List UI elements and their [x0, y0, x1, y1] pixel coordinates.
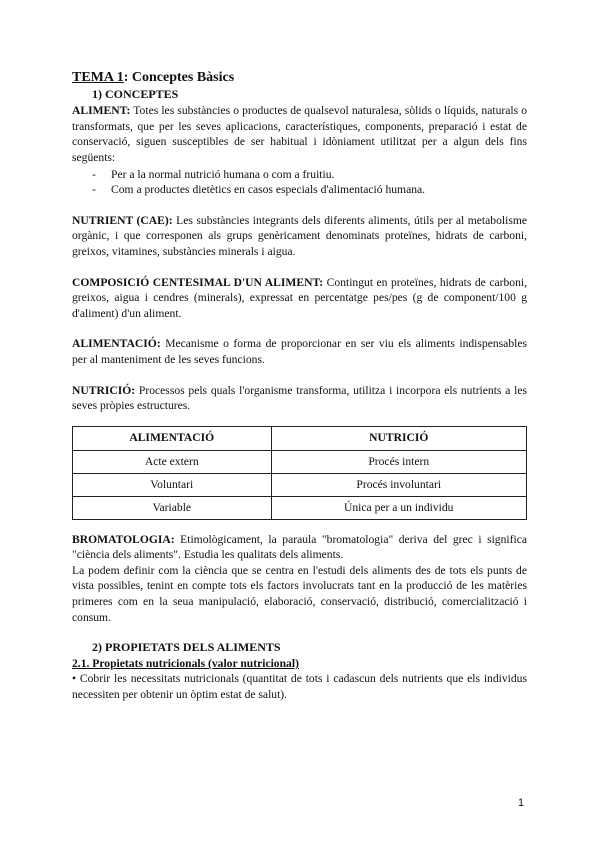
table-cell: Procés involuntari: [271, 473, 527, 496]
paragraph-bromatologia-definition: La podem definir com la ciència que se centra en l'estudi dels aliments des de tots els punts de vista possibles, tenint en compte tots els factors involucrats tant en la producció de les matèries primeres com en la seua manipulació, elaboració, conservació, distribució, comercialització i consum.: [72, 563, 527, 624]
section-heading-propietats: 2) PROPIETATS DELS ALIMENTS: [92, 640, 281, 655]
title-prefix: TEMA 1: [72, 70, 124, 85]
table-cell: Única per a un individu: [271, 496, 527, 519]
table-header-cell: NUTRICIÓ: [271, 426, 527, 450]
page-number: 1: [518, 797, 525, 809]
paragraph-aliment: [72, 103, 527, 165]
table-cell: Voluntari: [73, 473, 272, 496]
table-row: [73, 496, 527, 519]
term-bromatologia: BROMATOLOGIA:: [72, 532, 175, 546]
table-cell: Variable: [73, 496, 272, 519]
aliment-list: [72, 167, 527, 198]
page-title: [72, 70, 527, 86]
term-aliment: ALIMENT:: [72, 104, 131, 118]
definition-composicio: Contingut en proteïnes, hidrats de carboni, greixos, aigua i cendres (minerals), expressat en percentatge pes/pes (g de component/100 g d'aliment) d'un aliment.: [72, 275, 527, 320]
definition-alimentacio: Mecanisme o forma de proporcionar en ser viu els aliments indispensables per al manteniment de les seves funcions.: [72, 337, 527, 366]
term-alimentacio: ALIMENTACIÓ:: [72, 337, 161, 351]
paragraph-bromatologia: [72, 532, 527, 563]
subsection-heading: 2.1. Propietats nutricionals (valor nutricional): [72, 656, 299, 670]
table-cell: Acte extern: [73, 450, 272, 473]
paragraph-composicio: [72, 275, 527, 322]
term-composicio: COMPOSICIÓ CENTESIMAL D'UN ALIMENT:: [72, 275, 324, 289]
table-cell: Procés intern: [271, 450, 527, 473]
title-rest: : Conceptes Bàsics: [123, 70, 235, 85]
bullet-paragraph: • Cobrir les necessitats nutricionals (quantitat de tots i cadascun dels nutrients que els individus necessiten per obtenir un òptim estat de salut).: [72, 672, 527, 702]
term-nutricio: NUTRICIÓ:: [72, 383, 136, 397]
document-page: [72, 70, 527, 703]
table-header-row: [73, 426, 527, 450]
term-nutrient: NUTRIENT (CAE):: [72, 213, 173, 227]
list-item: - Com a productes dietètics en casos especials d'alimentació humana.: [92, 182, 527, 198]
table-row: [73, 450, 527, 473]
definition-nutricio: Processos pels quals l'organisme transforma, utilitza i incorpora els nutrients a les seves pròpies estructures.: [72, 383, 527, 413]
table-row: [73, 473, 527, 496]
section-heading-conceptes: 1) CONCEPTES: [92, 86, 179, 101]
paragraph-nutricio: [72, 383, 527, 414]
list-item: - Per a la normal nutrició humana o com a fruitiu.: [92, 167, 527, 183]
definition-nutrient: Les substàncies integrants dels diferents aliments, útils per al metabolisme orgànic, i que corresponen als grups genèricament denominats proteïnes, hidrats de carboni, greixos, vitamines, substàncies minerals i aigua.: [72, 213, 527, 258]
definition-aliment: Totes les substàncies o productes de qualsevol naturalesa, sòlids o líquids, naturals o transformats, que per les seves aplicacions, característiques, components, preparació i estat de conservació, siguen susceptibles de ser habitual i idòniament utilitzat per a algun dels fins següents:: [72, 104, 527, 164]
comparison-table: [72, 426, 527, 520]
paragraph-nutrient: [72, 213, 527, 260]
paragraph-alimentacio: [72, 336, 527, 367]
table-header-cell: ALIMENTACIÓ: [73, 426, 272, 450]
definition-bromatologia: Etimològicament, la paraula "bromatologia" deriva del grec i significa "ciència dels aliments". Estudia les qualitats dels aliments.: [72, 532, 527, 562]
